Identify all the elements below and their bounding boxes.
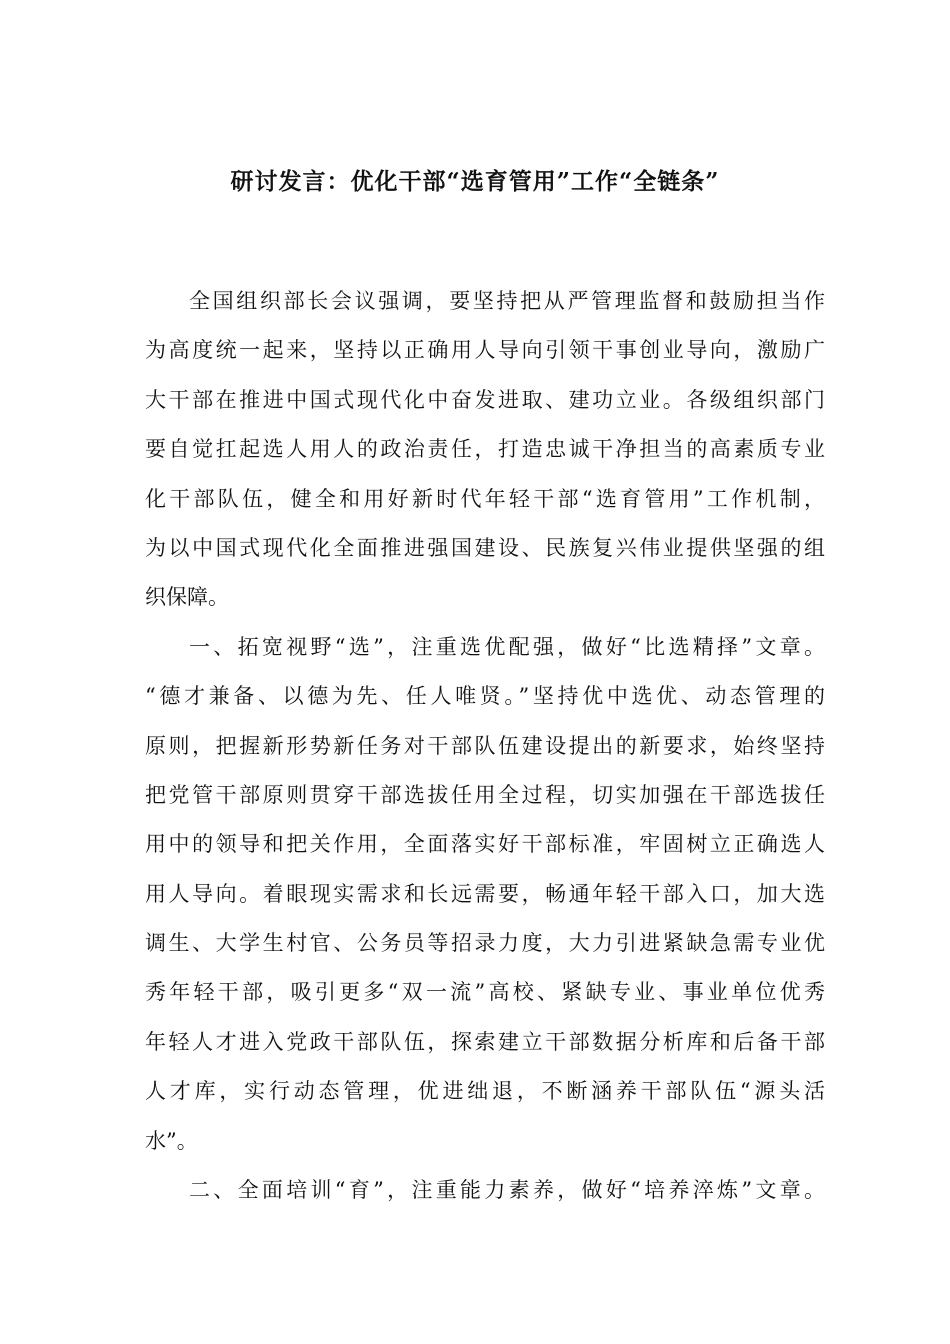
- paragraph-1-line-2: 为高度统一起来，坚持以正确用人导向引领干事创业导向，激励广: [145, 338, 825, 363]
- paragraph-2-line-9: 人才库，实行动态管理，优进绌退，不断涵养干部队伍“源头活: [145, 1079, 825, 1104]
- paragraph-1-line-6: 为以中国式现代化全面推进强国建设、民族复兴伟业提供坚强的组: [145, 535, 825, 560]
- paragraph-2-line-5: 用人导向。着眼现实需求和长远需要，畅通年轻干部入口，加大选: [145, 881, 825, 906]
- section-1-heading: 一、拓宽视野“选”，注重选优配强，做好“比选精择”文章。: [189, 634, 825, 659]
- paragraph-2-line-6: 调生、大学生村官、公务员等招录力度，大力引进紧缺急需专业优: [145, 931, 825, 956]
- section-2-heading: 二、全面培训“育”，注重能力素养，做好“培养淬炼”文章。: [189, 1178, 825, 1203]
- paragraph-1-line-7: 织保障。: [145, 585, 229, 610]
- paragraph-2-line-7: 秀年轻干部，吸引更多“双一流”高校、紧缺专业、事业单位优秀: [145, 980, 825, 1005]
- paragraph-2-line-3: 把党管干部原则贯穿干部选拔任用全过程，切实加强在干部选拔任: [145, 782, 825, 807]
- paragraph-1-line-4: 要自觉扛起选人用人的政治责任，打造忠诚干净担当的高素质专业: [145, 437, 825, 462]
- paragraph-2-line-1: “德才兼备、以德为先、任人唯贤。”坚持优中选优、动态管理的: [145, 684, 825, 709]
- paragraph-2-line-2: 原则，把握新形势新任务对干部队伍建设提出的新要求，始终坚持: [145, 733, 825, 758]
- document-body: [145, 277, 825, 1215]
- paragraph-2-line-4: 用中的领导和把关作用，全面落实好干部标准，牢固树立正确选人: [145, 832, 825, 857]
- paragraph-1-line-5: 化干部队伍，健全和用好新时代年轻干部“选育管用”工作机制，: [145, 486, 825, 511]
- paragraph-1-line-1: 全国组织部长会议强调，要坚持把从严管理监督和鼓励担当作: [189, 289, 825, 313]
- document-title: 研讨发言：优化干部“选育管用”工作“全链条”: [230, 168, 720, 195]
- paragraph-2-line-8: 年轻人才进入党政干部队伍，探索建立干部数据分析库和后备干部: [145, 1029, 825, 1054]
- paragraph-2-line-10: 水”。: [145, 1128, 198, 1153]
- paragraph-1-line-3: 大干部在推进中国式现代化中奋发进取、建功立业。各级组织部门: [145, 387, 825, 412]
